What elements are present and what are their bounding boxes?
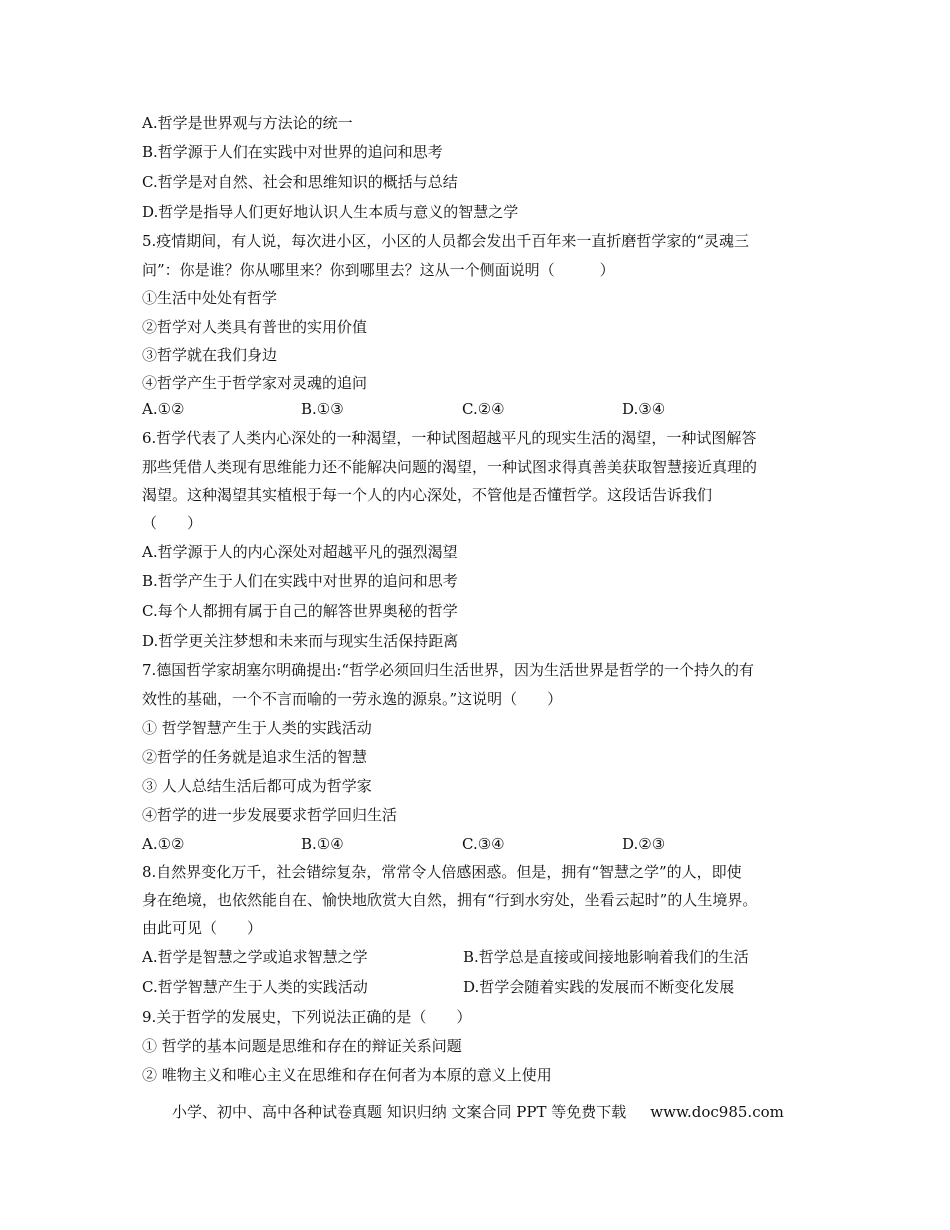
q7-option-b: B.①④	[301, 835, 344, 853]
q6-option-a: A.哲学源于人的内心深处对超越平凡的强烈渴望	[142, 543, 458, 561]
q6-stem-line1: 6.哲学代表了人类内心深处的一种渴望，一种试图超越平凡的现实生活的渴望，一种试图解答	[142, 429, 757, 447]
footer-text: 小学、初中、高中各种试卷真题 知识归纳 文案合同 PPT 等免费下载	[172, 1103, 627, 1121]
q9-stem: 9.关于哲学的发展史，下列说法正确的是（ ）	[142, 1008, 472, 1026]
q4-option-c: C.哲学是对自然、社会和思维知识的概括与总结	[142, 173, 458, 191]
q7-option-c: C.③④	[462, 835, 505, 853]
q5-item-3: ③哲学就在我们身边	[142, 346, 278, 364]
q8-option-a: A.哲学是智慧之学或追求智慧之学	[142, 948, 368, 966]
q8-stem-line3: 由此可见（ ）	[142, 919, 263, 937]
q4-option-d: D.哲学是指导人们更好地认识人生本质与意义的智慧之学	[142, 203, 519, 221]
q6-stem-line3: 渴望。这种渴望其实植根于每一个人的内心深处，不管他是否懂哲学。这段话告诉我们	[142, 486, 713, 504]
q9-item-2: ② 唯物主义和唯心主义在思维和存在何者为本原的意义上使用	[142, 1066, 552, 1084]
q8-option-d: D.哲学会随着实践的发展而不断变化发展	[463, 978, 735, 996]
q8-option-c: C.哲学智慧产生于人类的实践活动	[142, 978, 368, 996]
q7-stem-line2: 效性的基础，一个不言而喻的一劳永逸的源泉。”这说明（ ）	[142, 690, 563, 708]
q5-option-b: B.①③	[301, 400, 344, 418]
q5-item-2: ②哲学对人类具有普世的实用价值	[142, 318, 368, 336]
q5-item-1: ①生活中处处有哲学	[142, 289, 278, 307]
q5-option-a: A.①②	[142, 400, 185, 418]
q5-option-d: D.③④	[622, 400, 666, 418]
q4-option-a: A.哲学是世界观与方法论的统一	[142, 114, 353, 132]
q8-stem-line2: 身在绝境，也依然能自在、愉快地欣赏大自然，拥有“行到水穷处，坐看云起时”的人生境界。	[142, 891, 758, 909]
q5-item-4: ④哲学产生于哲学家对灵魂的追问	[142, 374, 368, 392]
footer-url[interactable]: www.doc985.com	[650, 1103, 784, 1121]
q7-item-1: ① 哲学智慧产生于人类的实践活动	[142, 719, 372, 737]
q7-option-d: D.②③	[622, 835, 666, 853]
q6-option-c: C.每个人都拥有属于自己的解答世界奥秘的哲学	[142, 602, 458, 620]
q6-stem-line2: 那些凭借人类现有思维能力还不能解决问题的渴望，一种试图求得真善美获取智慧接近真理的	[142, 458, 758, 476]
q6-stem-line4: （ ）	[142, 514, 203, 532]
q7-item-3: ③ 人人总结生活后都可成为哲学家	[142, 777, 372, 795]
q8-stem-line1: 8.自然界变化万千，社会错综复杂，常常令人倍感困惑。但是，拥有“智慧之学”的人，即使	[142, 863, 742, 881]
q5-stem-line1: 5.疫情期间，有人说，每次进小区，小区的人员都会发出千百年来一直折磨哲学家的“灵魂三	[142, 232, 749, 250]
q7-option-a: A.①②	[142, 835, 185, 853]
page-footer	[172, 1101, 784, 1123]
q8-option-b: B.哲学总是直接或间接地影响着我们的生活	[463, 948, 749, 966]
q7-item-4: ④哲学的进一步发展要求哲学回归生活	[142, 806, 398, 824]
q4-option-b: B.哲学源于人们在实践中对世界的追问和思考	[142, 143, 443, 161]
q6-option-d: D.哲学更关注梦想和未来而与现实生活保持距离	[142, 632, 459, 650]
q7-item-2: ②哲学的任务就是追求生活的智慧	[142, 748, 368, 766]
q5-option-c: C.②④	[462, 400, 505, 418]
q5-stem-line2: 问”：你是谁？你从哪里来？你到哪里去？这从一个侧面说明（ ）	[142, 261, 615, 279]
q9-item-1: ① 哲学的基本问题是思维和存在的辩证关系问题	[142, 1037, 462, 1055]
q6-option-b: B.哲学产生于人们在实践中对世界的追问和思考	[142, 572, 458, 590]
q7-stem-line1: 7.德国哲学家胡塞尔明确提出:“哲学必须回归生活世界，因为生活世界是哲学的一个持久的有	[142, 661, 755, 679]
